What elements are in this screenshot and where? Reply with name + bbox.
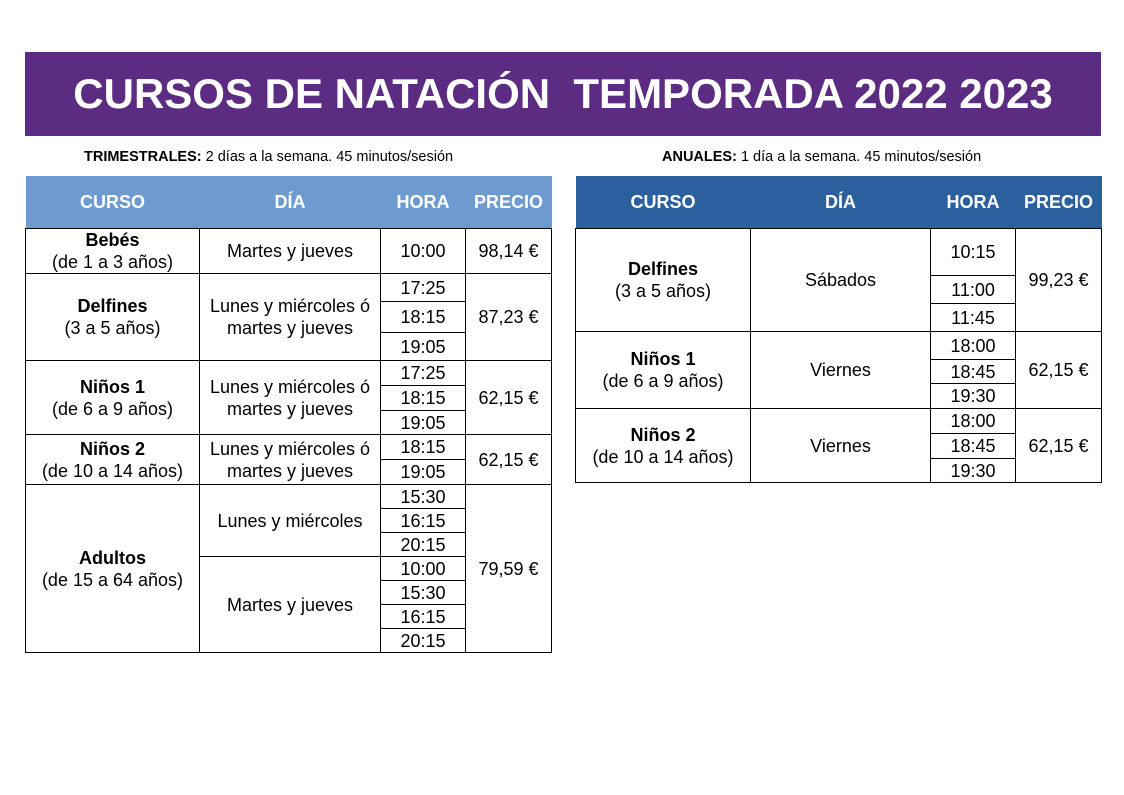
trimestral-subtitle [84, 148, 453, 166]
day-cell: Lunes y miércoles ó martes y jueves [200, 435, 381, 485]
hour-cell: 19:30 [931, 459, 1016, 483]
price-cell: 98,14 € [466, 229, 552, 274]
hour-cell: 18:15 [381, 302, 466, 333]
course-cell [26, 274, 200, 361]
hour-cell: 18:15 [381, 386, 466, 411]
table-row [576, 229, 1102, 276]
hour-cell: 19:30 [931, 384, 1016, 409]
page-title: CURSOS DE NATACIÓN TEMPORADA 2022 2023 [25, 52, 1101, 136]
hour-cell: 11:45 [931, 304, 1016, 332]
course-name: Niños 1 [79, 376, 145, 397]
course-age: (3 a 5 años) [614, 281, 712, 301]
trimestral-desc: 2 días a la semana. 45 minutos/sesión [201, 149, 454, 165]
day-cell: Viernes [751, 409, 931, 483]
course-age: (de 10 a 14 años) [592, 446, 734, 467]
hour-cell: 20:15 [381, 533, 466, 557]
course-cell [26, 485, 200, 653]
day-cell: Lunes y miércoles ó martes y jueves [200, 274, 381, 361]
price-cell: 62,15 € [1016, 409, 1102, 483]
course-age: (3 a 5 años) [64, 318, 161, 338]
day-cell: Viernes [751, 332, 931, 409]
header-precio: PRECIO [1016, 176, 1102, 229]
table-row [26, 361, 552, 386]
course-cell [576, 332, 751, 409]
table-row [26, 274, 552, 302]
hour-cell: 19:05 [381, 460, 466, 485]
price-cell: 62,15 € [1016, 332, 1102, 409]
hour-cell: 16:15 [381, 605, 466, 629]
course-cell [26, 435, 200, 485]
hour-cell: 18:00 [931, 409, 1016, 434]
hour-cell: 20:15 [381, 629, 466, 653]
course-name: Adultos [79, 547, 146, 568]
hour-cell: 18:45 [931, 434, 1016, 459]
course-cell [26, 229, 200, 274]
header-curso: CURSO [26, 176, 200, 229]
header-hora: HORA [931, 176, 1016, 229]
course-age: (de 10 a 14 años) [41, 460, 184, 481]
hour-cell: 18:15 [381, 435, 466, 460]
course-name: Niños 1 [630, 349, 696, 369]
table-header-row [26, 176, 552, 229]
course-name: Delfines [627, 259, 699, 279]
hour-cell: 10:00 [381, 229, 466, 274]
hour-cell: 18:45 [931, 360, 1016, 384]
header-dia: DÍA [200, 176, 381, 229]
hour-cell: 11:00 [931, 276, 1016, 304]
price-cell: 99,23 € [1016, 229, 1102, 332]
header-dia: DÍA [751, 176, 931, 229]
course-name: Niños 2 [630, 424, 696, 445]
day-cell: Sábados [751, 229, 931, 332]
trimestral-table [25, 176, 552, 653]
header-precio: PRECIO [466, 176, 552, 229]
hour-cell: 15:30 [381, 485, 466, 509]
hour-cell: 10:00 [381, 557, 466, 581]
anual-desc: 1 día a la semana. 45 minutos/sesión [736, 149, 982, 165]
hour-cell: 19:05 [381, 411, 466, 435]
hour-cell: 15:30 [381, 581, 466, 605]
table-row [26, 485, 552, 509]
table-row [26, 229, 552, 274]
course-age: (de 6 a 9 años) [51, 398, 174, 419]
price-cell: 62,15 € [466, 361, 552, 435]
price-cell: 62,15 € [466, 435, 552, 485]
course-cell [26, 361, 200, 435]
table-row [26, 435, 552, 460]
table-row [576, 409, 1102, 434]
day-cell: Martes y jueves [200, 557, 381, 653]
hour-cell: 18:00 [931, 332, 1016, 360]
anual-subtitle [662, 148, 981, 166]
price-cell: 79,59 € [466, 485, 552, 653]
course-name: Niños 2 [79, 438, 145, 459]
hour-cell: 16:15 [381, 509, 466, 533]
day-cell: Martes y jueves [200, 229, 381, 274]
table-row [576, 332, 1102, 360]
day-cell: Lunes y miércoles [200, 485, 381, 557]
trimestral-label: TRIMESTRALES: [84, 149, 202, 165]
hour-cell: 19:05 [381, 333, 466, 361]
header-hora: HORA [381, 176, 466, 229]
anual-label: ANUALES: [662, 149, 737, 165]
hour-cell: 10:15 [931, 229, 1016, 276]
hour-cell: 17:25 [381, 274, 466, 302]
course-name: Delfines [77, 296, 148, 316]
course-age: (de 15 a 64 años) [41, 569, 184, 590]
course-age: (de 1 a 3 años) [51, 252, 174, 272]
course-cell [576, 409, 751, 483]
course-cell [576, 229, 751, 332]
header-curso: CURSO [576, 176, 751, 229]
price-cell: 87,23 € [466, 274, 552, 361]
anual-table [575, 176, 1102, 483]
course-name: Bebés [85, 230, 140, 250]
table-header-row [576, 176, 1102, 229]
course-age: (de 6 a 9 años) [602, 371, 724, 391]
hour-cell: 17:25 [381, 361, 466, 386]
day-cell: Lunes y miércoles ó martes y jueves [200, 361, 381, 435]
